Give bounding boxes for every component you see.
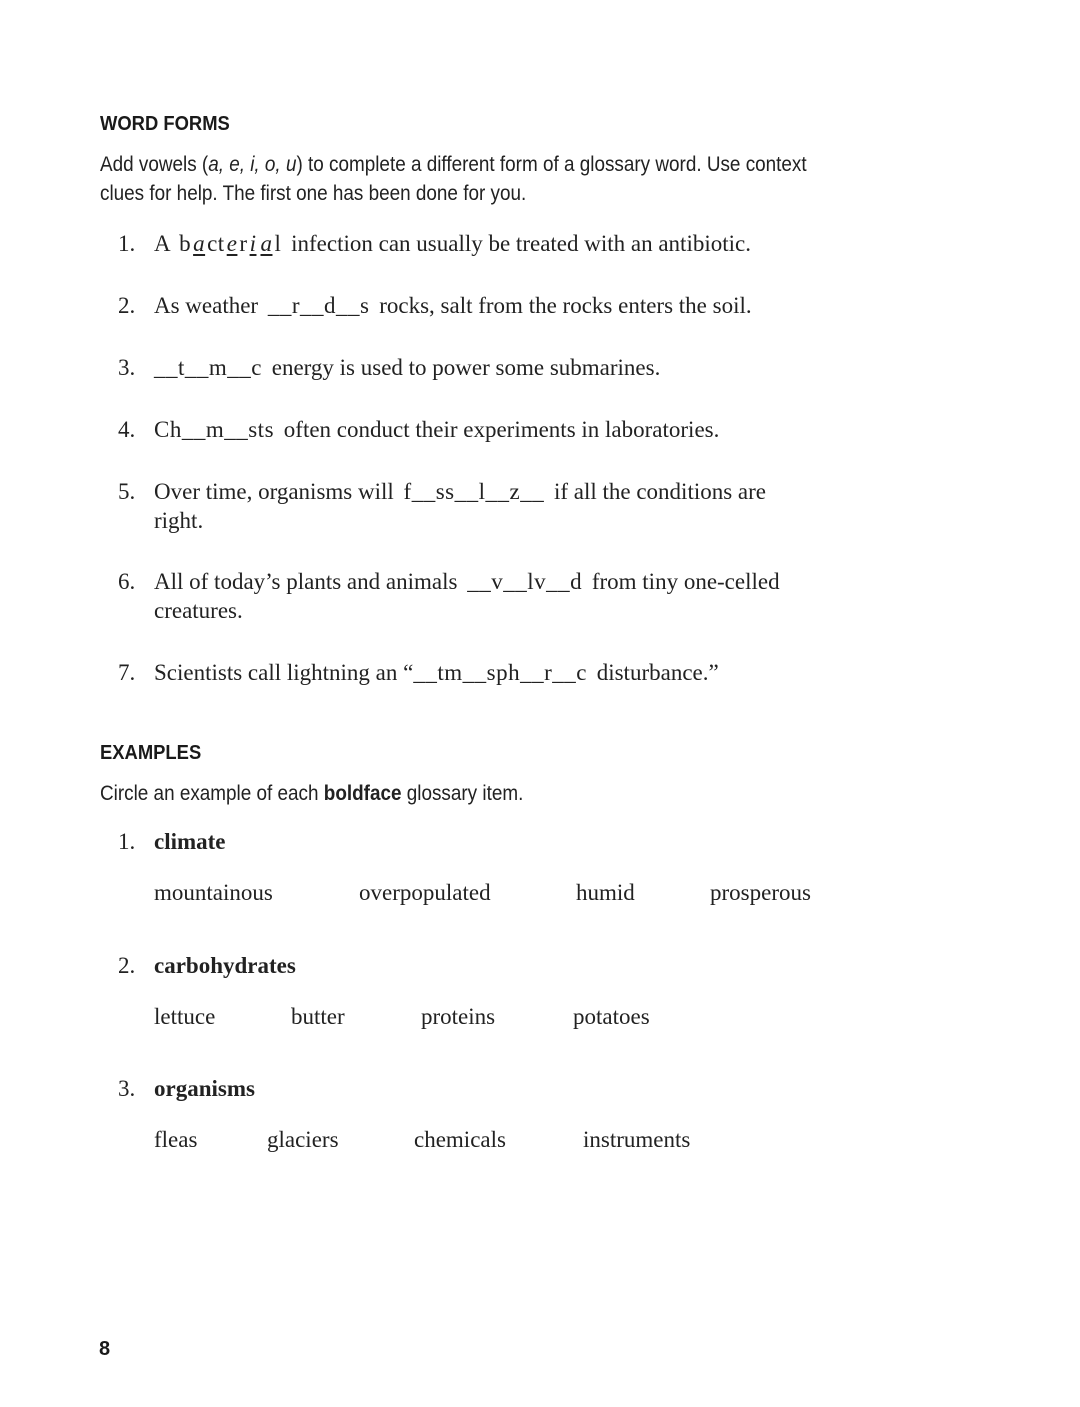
word-form-item-4 <box>118 415 918 444</box>
item-number: 1. <box>118 231 136 256</box>
choice-option[interactable]: mountainous <box>154 880 273 905</box>
example-item-3 <box>118 1076 255 1102</box>
word-form-item-5 <box>118 477 918 535</box>
choice-option[interactable]: chemicals <box>414 1127 506 1152</box>
blank-word[interactable]: f__ss__l__z__ <box>403 479 545 504</box>
item-post-text: if all the conditions are <box>553 479 766 504</box>
word-form-item-1 <box>118 229 918 258</box>
word-forms-heading: WORD FORMS <box>100 113 230 135</box>
choice-option[interactable]: prosperous <box>710 880 811 905</box>
item-pre-text: As weather <box>154 293 259 318</box>
item-post-text: infection can usually be treated with an antibiotic. <box>291 231 751 256</box>
item-pre-text: A <box>154 231 170 256</box>
instructions-bold: boldface <box>323 782 402 805</box>
filled-vowel: i <box>249 231 257 256</box>
blank-word[interactable]: __r__d__s <box>267 293 370 318</box>
example-item-1 <box>118 829 226 855</box>
choice-option[interactable]: instruments <box>583 1127 691 1152</box>
item-post-text: rocks, salt from the rocks enters the soil. <box>379 293 752 318</box>
glossary-term: carbohydrates <box>154 953 296 978</box>
blank-word[interactable]: __t__m__c <box>154 355 262 380</box>
instructions-post: glossary item. <box>401 782 524 805</box>
item-post-text: disturbance.” <box>596 660 719 685</box>
examples-heading: EXAMPLES <box>100 742 202 764</box>
word-forms-instructions <box>100 150 910 208</box>
choice-option[interactable]: fleas <box>154 1127 198 1152</box>
item-number: 3. <box>118 1076 136 1101</box>
instructions-text-2: ) to complete a different form of a glossary word. Use context <box>296 153 807 176</box>
word-form-item-3 <box>118 353 918 382</box>
item-number: 1. <box>118 829 136 854</box>
item-line-2: right. <box>154 508 204 533</box>
item-number: 3. <box>118 355 136 380</box>
glossary-term: climate <box>154 829 226 854</box>
item-pre-text: All of today’s plants and animals <box>154 569 458 594</box>
example-item-2 <box>118 953 296 979</box>
filled-vowel: a <box>260 231 273 256</box>
item-number: 5. <box>118 479 136 504</box>
choice-option[interactable]: glaciers <box>267 1127 339 1152</box>
item-post-text: energy is used to power some submarines. <box>271 355 661 380</box>
word-letters: l <box>274 231 282 256</box>
item-number: 2. <box>118 953 136 978</box>
blank-word[interactable]: Ch__m__sts <box>154 417 275 442</box>
choice-option[interactable]: potatoes <box>573 1004 650 1029</box>
word-form-item-7 <box>118 658 918 687</box>
word-letters: r <box>239 231 248 256</box>
choice-option[interactable]: butter <box>291 1004 345 1029</box>
item-pre-text: Over time, organisms will <box>154 479 394 504</box>
choice-option[interactable]: overpopulated <box>359 880 491 905</box>
item-number: 2. <box>118 293 136 318</box>
blank-word[interactable]: __v__lv__d <box>467 569 583 594</box>
item-number: 7. <box>118 660 136 685</box>
item-pre-text: Scientists call lightning an “ <box>154 660 414 685</box>
item-line-2: creatures. <box>154 598 243 623</box>
filled-vowel: a <box>193 231 206 256</box>
choice-option[interactable]: proteins <box>421 1004 496 1029</box>
instructions-text-1: Add vowels ( <box>100 153 209 176</box>
choice-option[interactable]: humid <box>576 880 635 905</box>
completed-word <box>175 231 285 256</box>
examples-instructions <box>100 779 910 808</box>
item-number: 6. <box>118 569 136 594</box>
page-number: 8 <box>99 1338 111 1360</box>
word-form-item-2 <box>118 291 918 320</box>
instructions-vowels: a, e, i, o, u <box>208 153 297 176</box>
word-letters: ct <box>207 231 225 256</box>
item-post-text: often conduct their experiments in laboratories. <box>283 417 720 442</box>
glossary-term: organisms <box>154 1076 255 1101</box>
word-letters: b <box>179 231 192 256</box>
blank-word[interactable]: __tm__sph__r__c <box>413 660 587 685</box>
instructions-text-3: clues for help. The first one has been done for you. <box>100 182 527 205</box>
word-form-item-6 <box>118 567 918 625</box>
instructions-pre: Circle an example of each <box>100 782 324 805</box>
filled-vowel: e <box>226 231 238 256</box>
choice-option[interactable]: lettuce <box>154 1004 216 1029</box>
item-post-text: from tiny one-celled <box>591 569 780 594</box>
item-number: 4. <box>118 417 136 442</box>
